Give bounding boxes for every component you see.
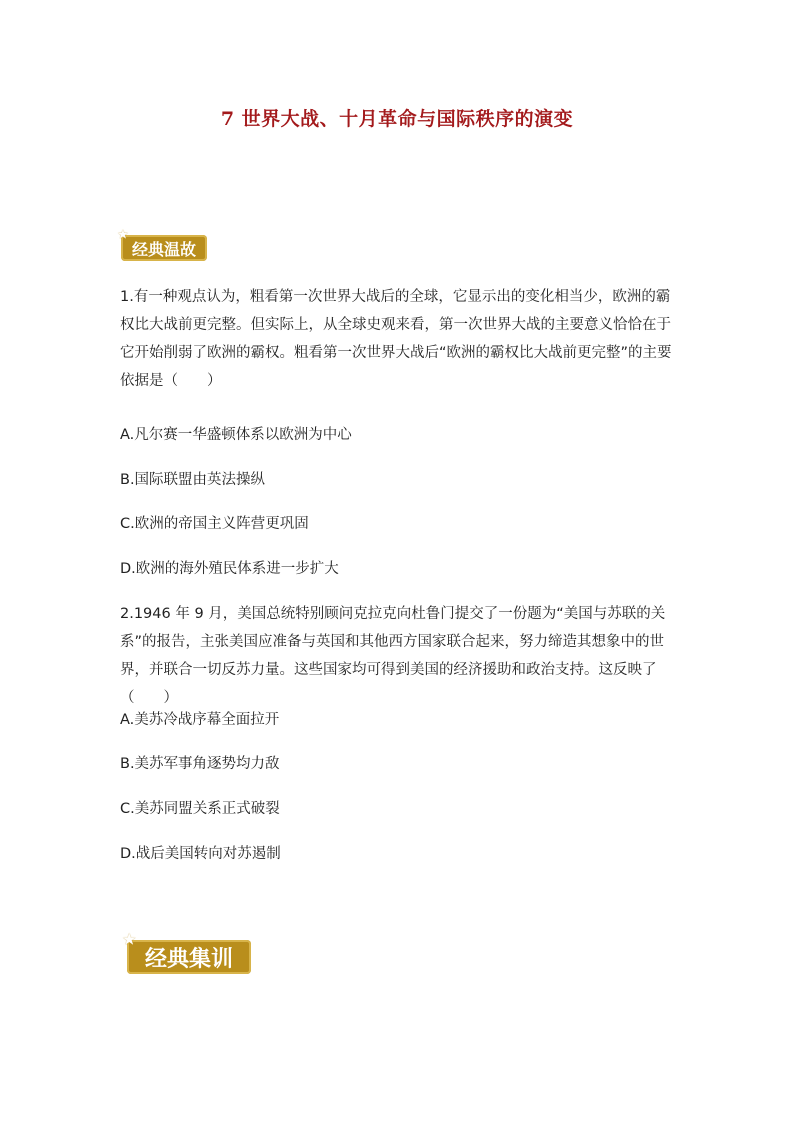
question-2-stem: 2.1946 年 9 月，美国总统特别顾问克拉克向杜鲁门提交了一份题为“美国与苏联的关系”的报告，主张美国应准备与英国和其他西方国家联合起来，努力缔造其想象中的世界，并联合一切反苏力量。这些国家均可得到美国的经济援助和政治支持。这反映了（ ） bbox=[120, 606, 666, 706]
section-badge-practice bbox=[123, 932, 251, 974]
section-badge-label: 经典集训 bbox=[144, 945, 233, 972]
question-2-option-b: B.美苏军事角逐势均力敌 bbox=[120, 756, 280, 772]
question-1-option-b: B.国际联盟由英法操纵 bbox=[120, 472, 266, 488]
page-title: 7 世界大战、十月革命与国际秩序的演变 bbox=[220, 108, 574, 130]
section-badge-label: 经典温故 bbox=[131, 239, 196, 259]
star-icon: ★ bbox=[118, 228, 128, 241]
question-2-option-d: D.战后美国转向对苏遏制 bbox=[120, 846, 281, 862]
question-1-option-c: C.欧洲的帝国主义阵营更巩固 bbox=[120, 516, 309, 532]
question-2-option-c: C.美苏同盟关系正式破裂 bbox=[120, 801, 280, 817]
star-icon: ★ bbox=[123, 932, 136, 948]
question-1-option-a: A.凡尔赛一华盛顿体系以欧洲为中心 bbox=[120, 427, 352, 443]
question-1-stem: 1.有一种观点认为，粗看第一次世界大战后的全球，它显示出的变化相当少，欧洲的霸权比大战前更完整。但实际上，从全球史观来看，第一次世界大战的主要意义恰恰在于它开始削弱了欧洲的霸权。粗看第一次世界大战后“欧洲的霸权比大战前更完整”的主要依据是（ ） bbox=[120, 289, 672, 389]
question-1-option-d: D.欧洲的海外殖民体系进一步扩大 bbox=[120, 561, 339, 577]
section-badge-review bbox=[118, 228, 207, 261]
question-2-option-a: A.美苏冷战序幕全面拉开 bbox=[120, 712, 280, 728]
